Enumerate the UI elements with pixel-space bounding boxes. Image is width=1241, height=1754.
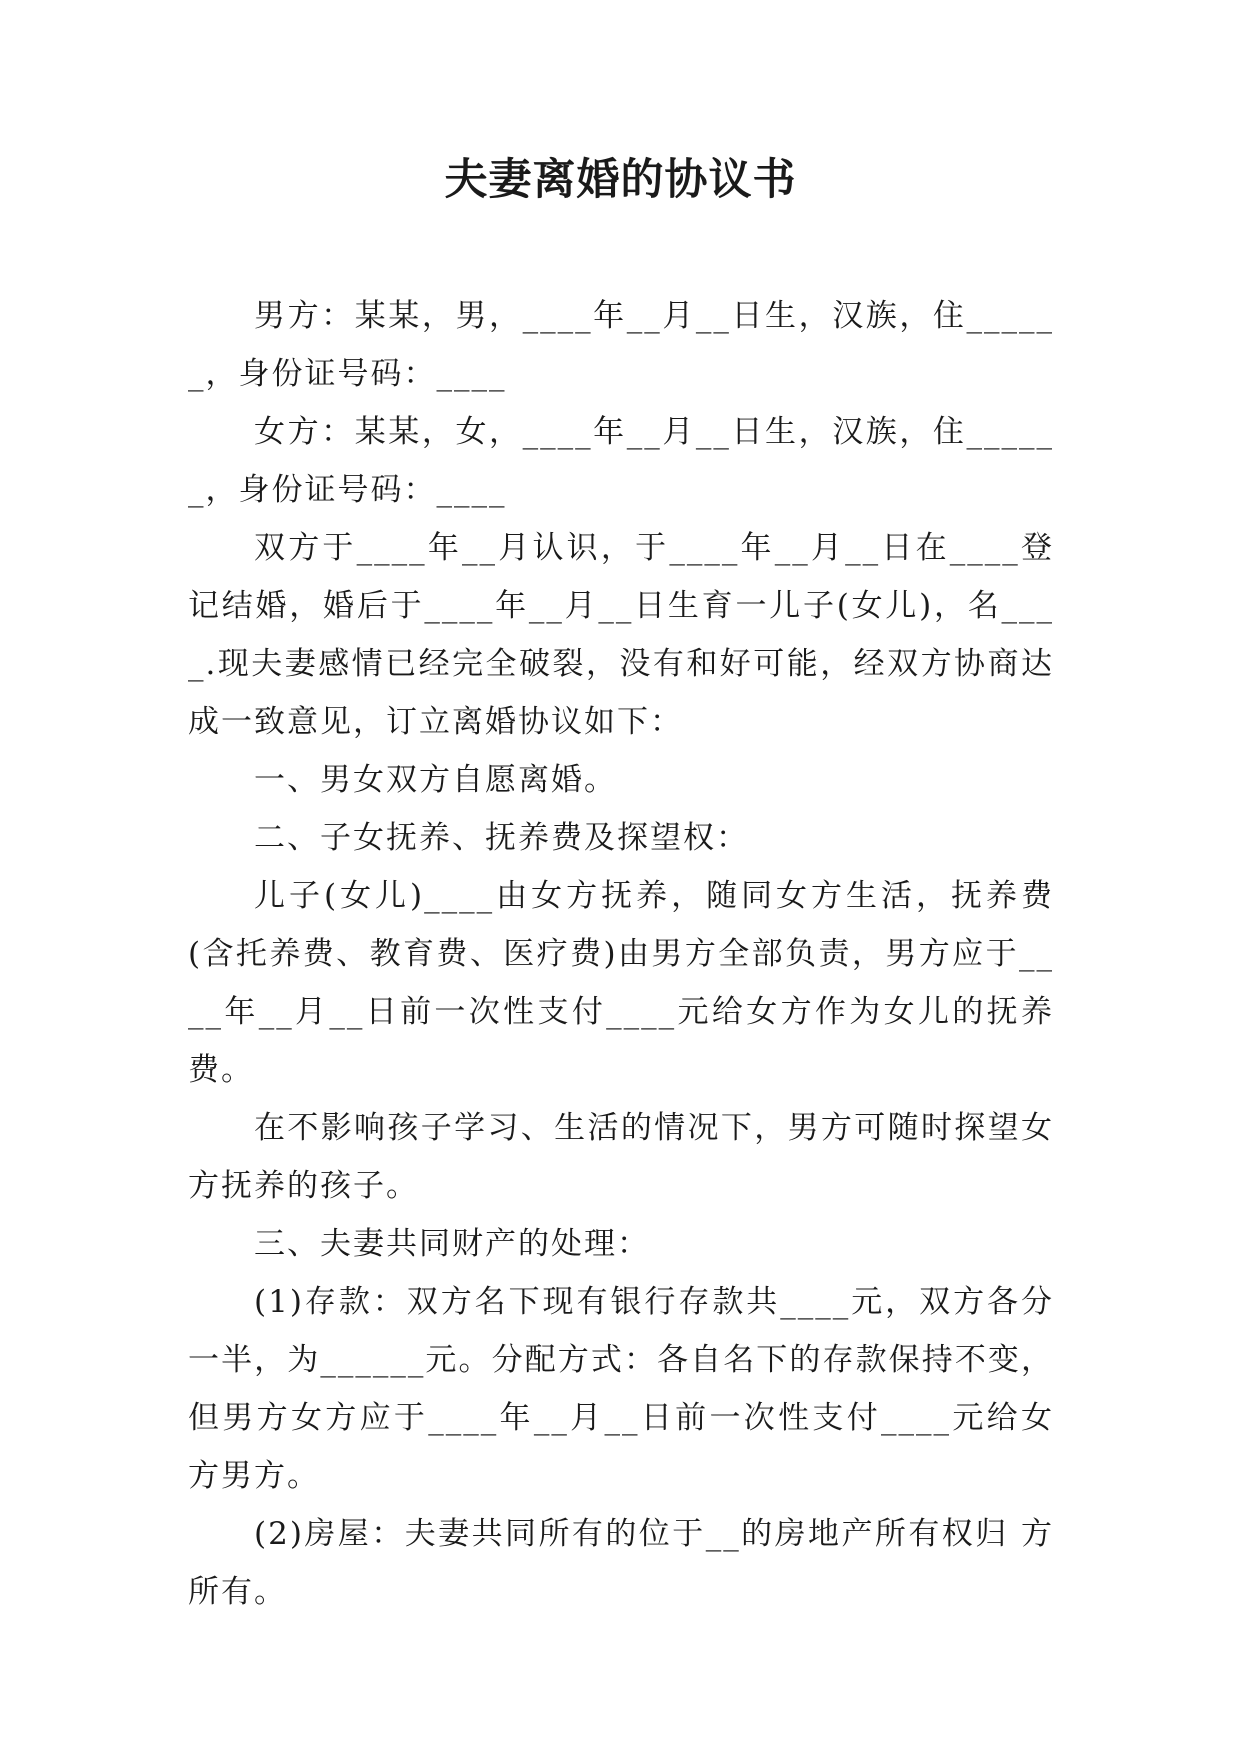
document-body: [188, 287, 1054, 1621]
paragraph-clause-1: 一、男女双方自愿离婚。: [254, 762, 617, 798]
paragraph-visitation: 在不影响孩子学习、生活的情况下，男方可随时探望女方抚养的孩子。: [188, 1110, 1054, 1204]
document-title: 夫妻离婚的协议书: [444, 155, 797, 205]
paragraph-marriage-background: 双方于____年__月认识，于____年__月__日在____登记结婚，婚后于____年__月__日生育一儿子(女儿)，名____.现夫妻感情已经完全破裂，没有和好可能，经双方协商达成一致意见，订立离婚协议如下：: [188, 530, 1054, 740]
paragraph-deposits: (1)存款：双方名下现有银行存款共____元，双方各分一半，为______元。分配方式：各自名下的存款保持不变，但男方女方应于____年__月__日前一次性支付____元给女方男方。: [188, 1284, 1054, 1494]
paragraph-male-party: 男方：某某，男，____年__月__日生，汉族，住______，身份证号码：____: [188, 298, 1054, 392]
paragraph-female-party: 女方：某某，女，____年__月__日生，汉族，住______，身份证号码：____: [188, 414, 1054, 508]
paragraph-child-support: 儿子(女儿)____由女方抚养，随同女方生活，抚养费(含托养费、教育费、医疗费)由男方全部负责，男方应于____年__月__日前一次性支付____元给女方作为女儿的抚养费。: [188, 878, 1054, 1088]
paragraph-clause-2-heading: 二、子女抚养、抚养费及探望权：: [254, 820, 749, 856]
paragraph-clause-3-heading: 三、夫妻共同财产的处理：: [254, 1226, 650, 1262]
paragraph-housing: (2)房屋：夫妻共同所有的位于__的房地产所有权归 方所有。: [188, 1516, 1054, 1610]
